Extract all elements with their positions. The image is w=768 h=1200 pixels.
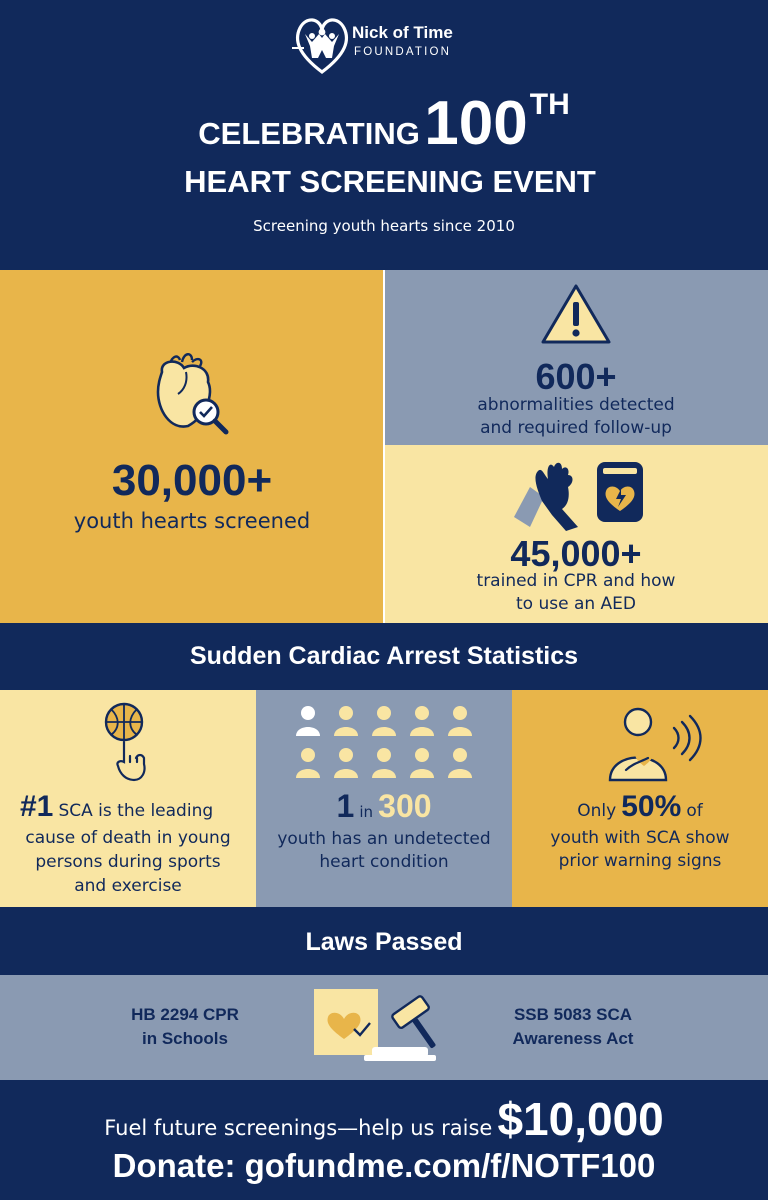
person-heart-signal-icon <box>604 706 704 782</box>
laws-heading: Laws Passed <box>305 928 463 956</box>
sca-leading-panel <box>0 690 256 907</box>
logo-name: Nick of Time <box>352 23 453 42</box>
donate-link[interactable]: Donate: gofundme.com/f/NOTF100 <box>112 1147 656 1184</box>
gavel-heart-icon <box>314 989 454 1063</box>
aed-icon <box>594 459 646 525</box>
sca-warning-percent: 50% <box>621 790 682 823</box>
stat-abnormalities-value: 600+ <box>535 356 617 397</box>
sca-ratio-line2: heart condition <box>319 852 449 872</box>
law-right-line2: Awareness Act <box>512 1029 634 1048</box>
sca-heading: Sudden Cardiac Arrest Statistics <box>189 642 579 670</box>
title-number: 100 <box>424 89 528 158</box>
sca-warning-line3: prior warning signs <box>558 851 722 871</box>
sca-leading-line2: cause of death in young <box>25 828 231 848</box>
sca-leading-line4: and exercise <box>74 876 182 896</box>
sca-warning-line2: youth with SCA show <box>550 828 730 848</box>
stat-hearts-value: 30,000+ <box>111 456 273 505</box>
sca-warning-only: Only <box>577 801 617 821</box>
basketball-finger-icon <box>102 702 152 784</box>
heart-magnifier-icon <box>148 350 232 436</box>
law-left-line1: HB 2294 CPR <box>131 1005 239 1024</box>
law-left-line2: in Schools <box>142 1029 228 1048</box>
stat-hearts-panel <box>0 270 384 623</box>
people-grid-icon <box>294 704 474 784</box>
grid-divider <box>383 270 385 623</box>
law-right-line1: SSB 5083 SCA <box>513 1005 633 1024</box>
title-line2: HEART SCREENING EVENT <box>184 164 596 199</box>
sca-warning-of: of <box>686 801 703 821</box>
title-ordinal: TH <box>529 88 570 121</box>
stat-cpr-label-1: trained in CPR and how <box>476 571 676 591</box>
stat-cpr-value: 45,000+ <box>510 533 642 574</box>
logo-subtitle: FOUNDATION <box>354 46 452 58</box>
sca-ratio-panel <box>256 690 512 907</box>
stat-abnormalities-panel <box>384 270 768 445</box>
sca-leading-line1-row <box>20 790 250 824</box>
page-title <box>0 88 768 159</box>
hands-icon <box>508 457 590 533</box>
sca-ratio-300: 300 <box>378 788 432 824</box>
stat-hearts-label: youth hearts screened <box>73 509 311 533</box>
foundation-logo <box>292 12 482 78</box>
sca-ratio-in: in <box>359 803 374 821</box>
warning-icon <box>539 282 613 346</box>
fundraising-line <box>0 1092 768 1146</box>
fuel-text: Fuel future screenings—help us raise <box>104 1116 493 1140</box>
heart-logo-icon <box>292 12 352 78</box>
sca-ratio-row <box>256 788 512 825</box>
sca-leading-line3: persons during sports <box>35 852 221 872</box>
stat-abnormalities-label-1: abnormalities detected <box>477 395 675 415</box>
sca-ratio-one: 1 <box>336 788 355 824</box>
stat-cpr-panel <box>384 445 768 623</box>
sca-leading-line1: SCA is the leading <box>58 801 214 821</box>
title-celebrating: CELEBRATING <box>198 116 420 151</box>
sca-rank: #1 <box>20 790 54 823</box>
laws-panel <box>0 975 768 1080</box>
person-highlight-icon <box>296 706 320 736</box>
sca-warning-row <box>512 790 768 824</box>
subtitle: Screening youth hearts since 2010 <box>253 217 515 235</box>
sca-warning-panel <box>512 690 768 907</box>
stat-cpr-label-2: to use an AED <box>515 594 637 614</box>
sca-ratio-line1: youth has an undetected <box>277 829 491 849</box>
stat-abnormalities-label-2: and required follow-up <box>480 418 672 438</box>
fundraising-goal: $10,000 <box>497 1093 664 1145</box>
